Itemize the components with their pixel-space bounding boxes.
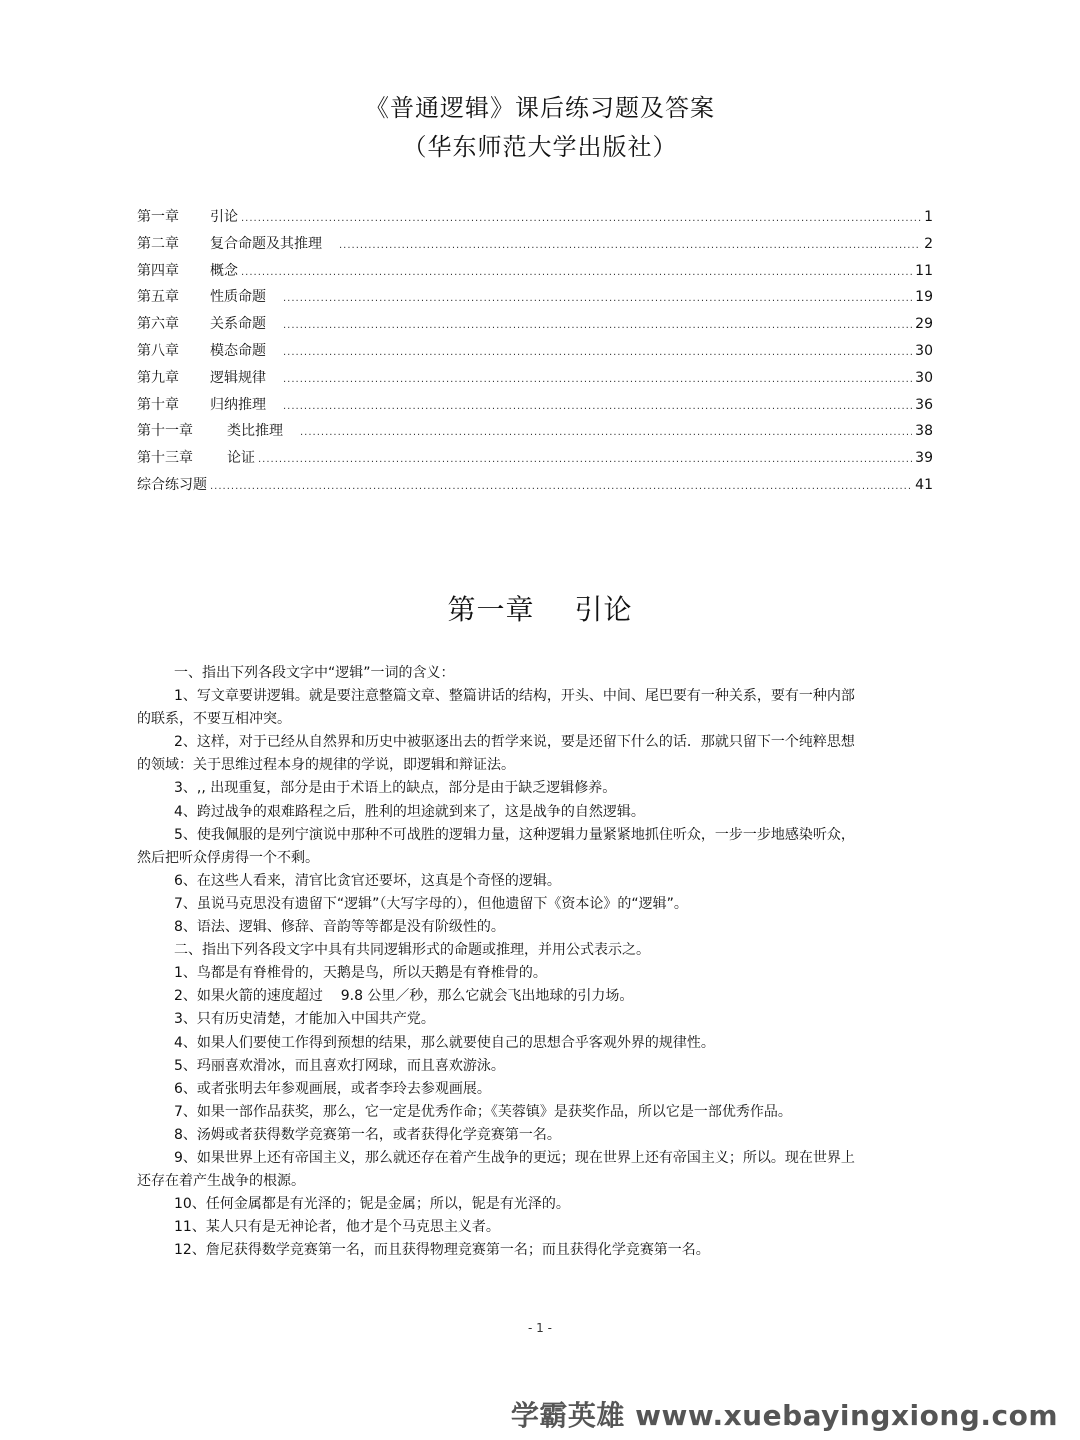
body-paragraph: 二、指出下列各段文字中具有共同逻辑形式的命题或推理，并用公式表示之。 [174, 942, 650, 959]
toc-dot-leader [241, 213, 921, 224]
toc-chapter-number: 第四章 [137, 262, 179, 279]
body-paragraph: 3、只有历史清楚，才能加入中国共产党。 [174, 1011, 435, 1028]
toc-dot-leader [241, 267, 912, 278]
body-paragraph: 8、语法、逻辑、修辞、音韵等等都是没有阶级性的。 [174, 919, 505, 936]
chapter-body [137, 662, 862, 1262]
toc-page-number: 11 [915, 262, 933, 279]
toc-page-number: 29 [915, 316, 933, 333]
watermark: 学霸英雄 www.xuebayingxiong.com [510, 1399, 1058, 1432]
body-paragraph: 3、,, 出现重复，部分是由于术语上的缺点，部分是由于缺乏逻辑修养。 [174, 780, 617, 797]
table-of-contents [137, 206, 933, 501]
toc-chapter-number: 第十章 [137, 396, 179, 413]
body-paragraph: 1、鸟都是有脊椎骨的，天鹅是鸟，所以天鹅是有脊椎骨的。 [174, 965, 547, 982]
body-paragraph: 2、这样，对于已经从自然界和历史中被驱逐出去的哲学来说，要是还留下什么的话．那就只留下一个纯粹思想的领域：关于思维过程本身的规律的学说，即逻辑和辩证法。 [137, 734, 855, 774]
toc-row[interactable] [137, 313, 933, 340]
page-number: - 1 - [528, 1321, 552, 1335]
toc-row[interactable] [137, 394, 933, 421]
toc-row[interactable] [137, 340, 933, 367]
toc-row[interactable] [137, 474, 933, 501]
toc-row[interactable] [137, 420, 933, 447]
toc-page-number: 39 [915, 450, 933, 467]
toc-chapter-name: 概念 [210, 262, 238, 279]
toc-dot-leader [300, 427, 912, 438]
toc-page-number: 36 [915, 396, 933, 413]
toc-row[interactable] [137, 233, 933, 260]
toc-chapter-name: 性质命题 [210, 289, 266, 306]
toc-dot-leader [283, 293, 912, 304]
toc-chapter-number: 第十一章 [137, 423, 193, 440]
toc-chapter-name: 归纳推理 [210, 396, 266, 413]
toc-chapter-number: 第九章 [137, 369, 179, 386]
body-paragraph: 4、跨过战争的艰难路程之后，胜利的坦途就到来了，这是战争的自然逻辑。 [174, 803, 645, 820]
toc-chapter-name: 逻辑规律 [210, 369, 266, 386]
body-paragraph: 2、如果火箭的速度超过 9.8 公里／秒，那么它就会飞出地球的引力场。 [174, 988, 634, 1005]
toc-dot-leader [339, 240, 921, 251]
body-paragraph: 6、在这些人看来，清官比贪官还要坏，这真是个奇怪的逻辑。 [174, 872, 561, 889]
document-title: 《普通逻辑》课后练习题及答案 [365, 94, 715, 122]
body-paragraph: 9、如果世界上还有帝国主义，那么就还存在着产生战争的更远；现在世界上还有帝国主义；所以。现在世界上还存在着产生战争的根源。 [137, 1149, 855, 1190]
toc-page-number: 2 [924, 235, 933, 252]
toc-chapter-name: 关系命题 [210, 316, 266, 333]
body-paragraph: 7、虽说马克思没有遗留下“逻辑”（大写字母的），但他遗留下《资本论》的“逻辑”。 [174, 895, 688, 912]
toc-dot-leader [210, 481, 912, 492]
body-paragraph: 10、任何金属都是有光泽的；铌是金属；所以，铌是有光泽的。 [174, 1196, 570, 1213]
toc-chapter-name: 类比推理 [227, 423, 283, 440]
body-paragraph: 5、玛丽喜欢滑冰，而且喜欢打网球，而且喜欢游泳。 [174, 1057, 505, 1074]
toc-page-number: 19 [915, 289, 933, 306]
toc-chapter-number: 第一章 [137, 209, 179, 225]
toc-chapter-number: 第十三章 [137, 450, 193, 467]
toc-chapter-name: 引论 [210, 209, 238, 225]
toc-dot-leader [283, 320, 912, 331]
toc-chapter-name: 模态命题 [210, 342, 266, 359]
chapter-heading [0, 588, 1080, 628]
toc-page-number: 30 [915, 369, 933, 386]
toc-row[interactable] [137, 447, 933, 474]
toc-page-number: 41 [915, 476, 933, 493]
body-paragraph: 7、如果一部作品获奖，那么，它一定是优秀作命；《芙蓉镇》是获奖作品，所以它是一部优秀作品。 [174, 1103, 792, 1120]
toc-dot-leader [283, 401, 912, 412]
chapter-number: 第一章 [447, 593, 535, 626]
toc-row[interactable] [137, 260, 933, 287]
toc-chapter-name: 论证 [227, 450, 255, 467]
toc-chapter-name: 复合命题及其推理 [210, 235, 322, 252]
toc-row[interactable] [137, 286, 933, 313]
chapter-name: 引论 [574, 593, 633, 626]
body-paragraph: 4、如果人们要使工作得到预想的结果，那么就要使自己的思想合乎客观外界的规律性。 [174, 1034, 715, 1051]
toc-dot-leader [258, 454, 912, 465]
toc-chapter-number: 第五章 [137, 289, 179, 306]
toc-dot-leader [283, 347, 912, 358]
body-paragraph: 6、或者张明去年参观画展，或者李玲去参观画展。 [174, 1080, 491, 1097]
document-subtitle: （华东师范大学出版社） [402, 133, 678, 161]
toc-page-number: 38 [915, 423, 933, 440]
body-paragraph: 1、写文章要讲逻辑。就是要注意整篇文章、整篇讲话的结构，开头、中间、尾巴要有一种关系，要有一种内部的联系，不要互相冲突。 [137, 688, 855, 728]
body-paragraph: 5、使我佩服的是列宁演说中那种不可战胜的逻辑力量，这种逻辑力量紧紧地抓住听众，一步一步地感染听众，然后把听众俘虏得一个不剩。 [137, 826, 855, 866]
toc-chapter-number: 综合练习题 [137, 476, 207, 493]
body-paragraph: 一、指出下列各段文字中“逻辑”一词的含义： [174, 665, 455, 681]
toc-chapter-number: 第八章 [137, 342, 179, 359]
toc-chapter-number: 第六章 [137, 316, 179, 333]
body-paragraph: 12、詹尼获得数学竞赛第一名，而且获得物理竞赛第一名；而且获得化学竞赛第一名。 [174, 1242, 710, 1259]
toc-page-number: 30 [915, 342, 933, 359]
toc-page-number: 1 [924, 209, 933, 225]
toc-dot-leader [283, 374, 912, 385]
toc-row[interactable] [137, 206, 933, 233]
body-paragraph: 11、某人只有是无神论者，他才是个马克思主义者。 [174, 1219, 500, 1236]
body-paragraph: 8、汤姆或者获得数学竞赛第一名，或者获得化学竞赛第一名。 [174, 1126, 561, 1143]
toc-row[interactable] [137, 367, 933, 394]
toc-chapter-number: 第二章 [137, 235, 179, 252]
